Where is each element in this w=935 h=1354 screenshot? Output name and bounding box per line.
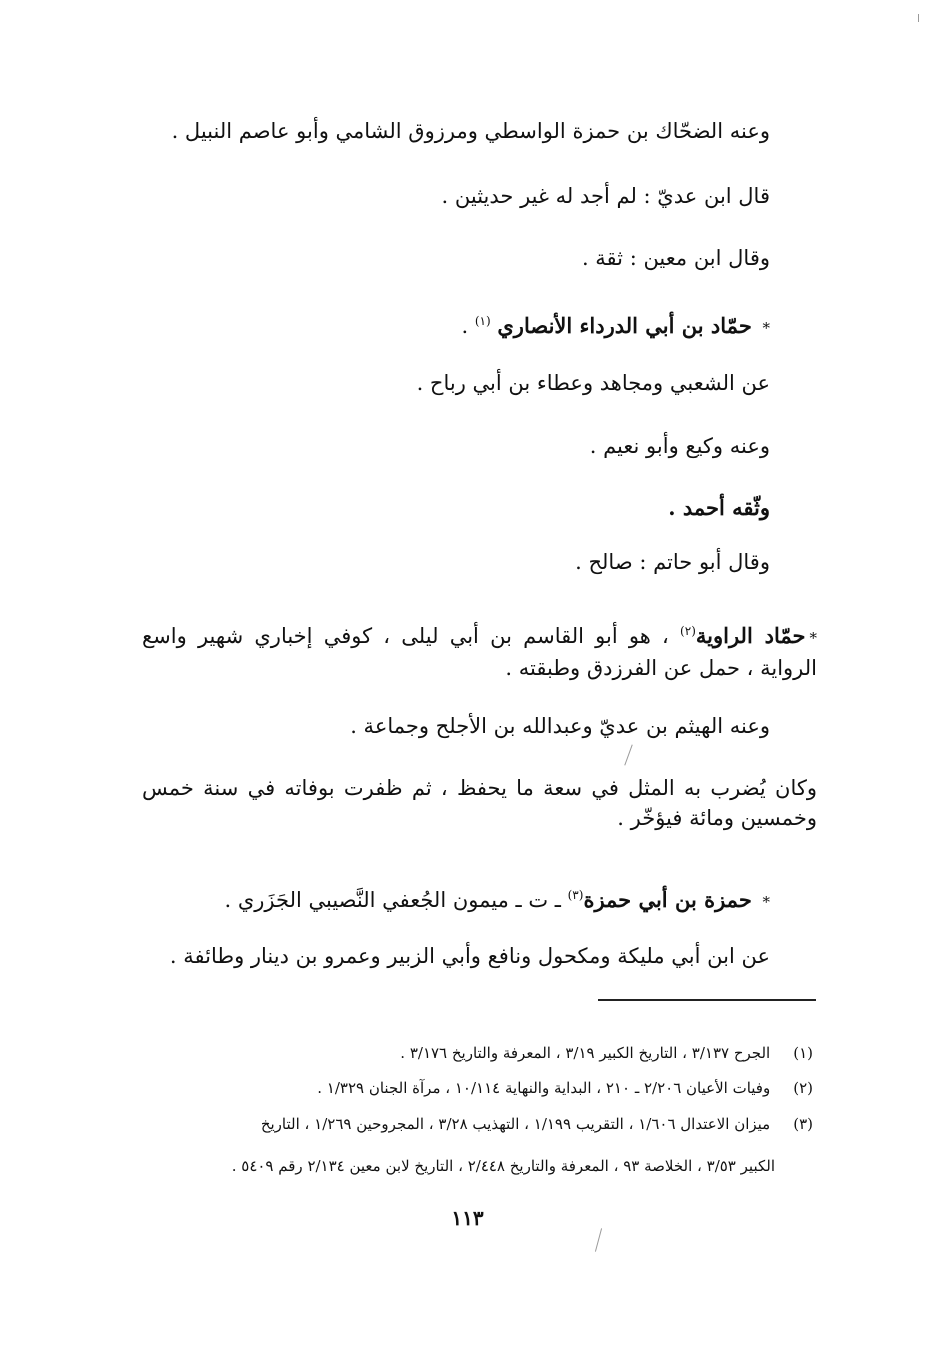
line-text: وقال أبو حاتم : صالح . [575,550,770,574]
footnote-text: الكبير ٣/٥٣ ، الخلاصة ٩٣ ، المعرفة والتاريخ ٢/٤٤٨ ، التاريخ لابن معين ٢/١٣٤ رقم ٥٤٠٩ . [231,1157,775,1175]
scan-mark [595,1228,602,1251]
paragraph-text: وكان يُضرب به المثل في سعة ما يحفظ ، ثم ظفرت بوفاته في سنة خمس وخمسين ومائة فيؤخّر . [142,776,817,830]
scan-mark [918,14,919,22]
footnote-3-continued [142,1153,813,1179]
text-paragraph-11 [142,773,817,833]
line-text: وثّقه أحمد . [668,495,770,520]
text-line-10 [350,711,770,741]
footnote-number: (١) [793,1044,813,1062]
line-text: عن الشعبي ومجاهد وعطاء بن أبي رباح . [416,371,770,395]
page-number: ١١٣ [451,1206,484,1230]
entry-heading-hammad-abi-darda [461,306,770,343]
footnote-3 [142,1111,813,1137]
footnote-2 [142,1075,813,1101]
footnote-ref-1: (١) [474,314,491,328]
text-line-7 [668,493,770,523]
entry-star-marker: * [809,628,817,647]
footnote-number: (٢) [793,1079,813,1097]
line-text: وقال ابن معين : ثقة . [581,246,770,270]
footnote-divider [598,999,816,1001]
entry-star-marker: * [762,318,770,337]
text-line-5 [417,368,770,398]
footnote-ref-3: (٣) [567,888,584,902]
text-line-13 [170,941,770,971]
entry-tail: . [461,314,469,338]
entry-paragraph-hammad-rawiya [142,616,817,683]
entry-star-marker: * [762,892,770,911]
footnote-1 [142,1040,813,1066]
footnote-number: (٣) [793,1115,813,1133]
line-text: وعنه وكيع وأبو نعيم . [589,434,770,458]
text-line-3 [582,243,770,273]
entry-body: ، هو أبو القاسم بن أبي ليلى ، كوفي إخباري شهير واسع الرواية ، حمل عن الفرزدق وطبقته . [142,624,817,680]
line-text: عن ابن أبي مليكة ومكحول ونافع وأبي الزبير وعمرو بن دينار وطائفة . [169,944,770,968]
footnote-text: الجرح ٣/١٣٧ ، التاريخ الكبير ٣/١٩ ، المعرفة والتاريخ ٣/١٧٦ . [400,1044,771,1062]
scan-mark [624,744,632,765]
entry-heading-hamza [225,880,771,917]
footnote-text: وفيات الأعيان ٢/٢٠٦ ـ ٢١٠ ، البداية والنهاية ١٠/١١٤ ، مرآة الجنان ١/٣٢٩ . [317,1079,771,1097]
footnote-text: ميزان الاعتدال ١/٦٠٦ ، التقريب ١/١٩٩ ، التهذيب ٣/٢٨ ، المجروحين ١/٢٦٩ ، التاريخ [260,1115,771,1133]
text-line-8 [575,547,770,577]
footnote-ref-2: (٢) [680,624,696,638]
line-text: وعنه الضحّاك بن حمزة الواسطي ومرزوق الشامي وأبو عاصم النبيل . [171,119,770,143]
entry-tail: ـ ت ـ ميمون الجُعفي النَّصيبي الجَزَري . [224,888,568,912]
entry-name: حمزة بن أبي حمزة [583,887,752,912]
line-text: قال ابن عديّ : لم أجد له غير حديثين . [441,184,770,208]
entry-name: حمّاد الراوية [695,623,806,648]
text-line-2 [442,181,770,211]
text-line-1 [172,116,770,146]
line-text: وعنه الهيثم بن عديّ وعبدالله بن الأجلح وجماعة . [350,714,770,738]
entry-name: حمّاد بن أبي الدرداء الأنصاري [497,313,752,338]
text-line-6 [590,431,770,461]
